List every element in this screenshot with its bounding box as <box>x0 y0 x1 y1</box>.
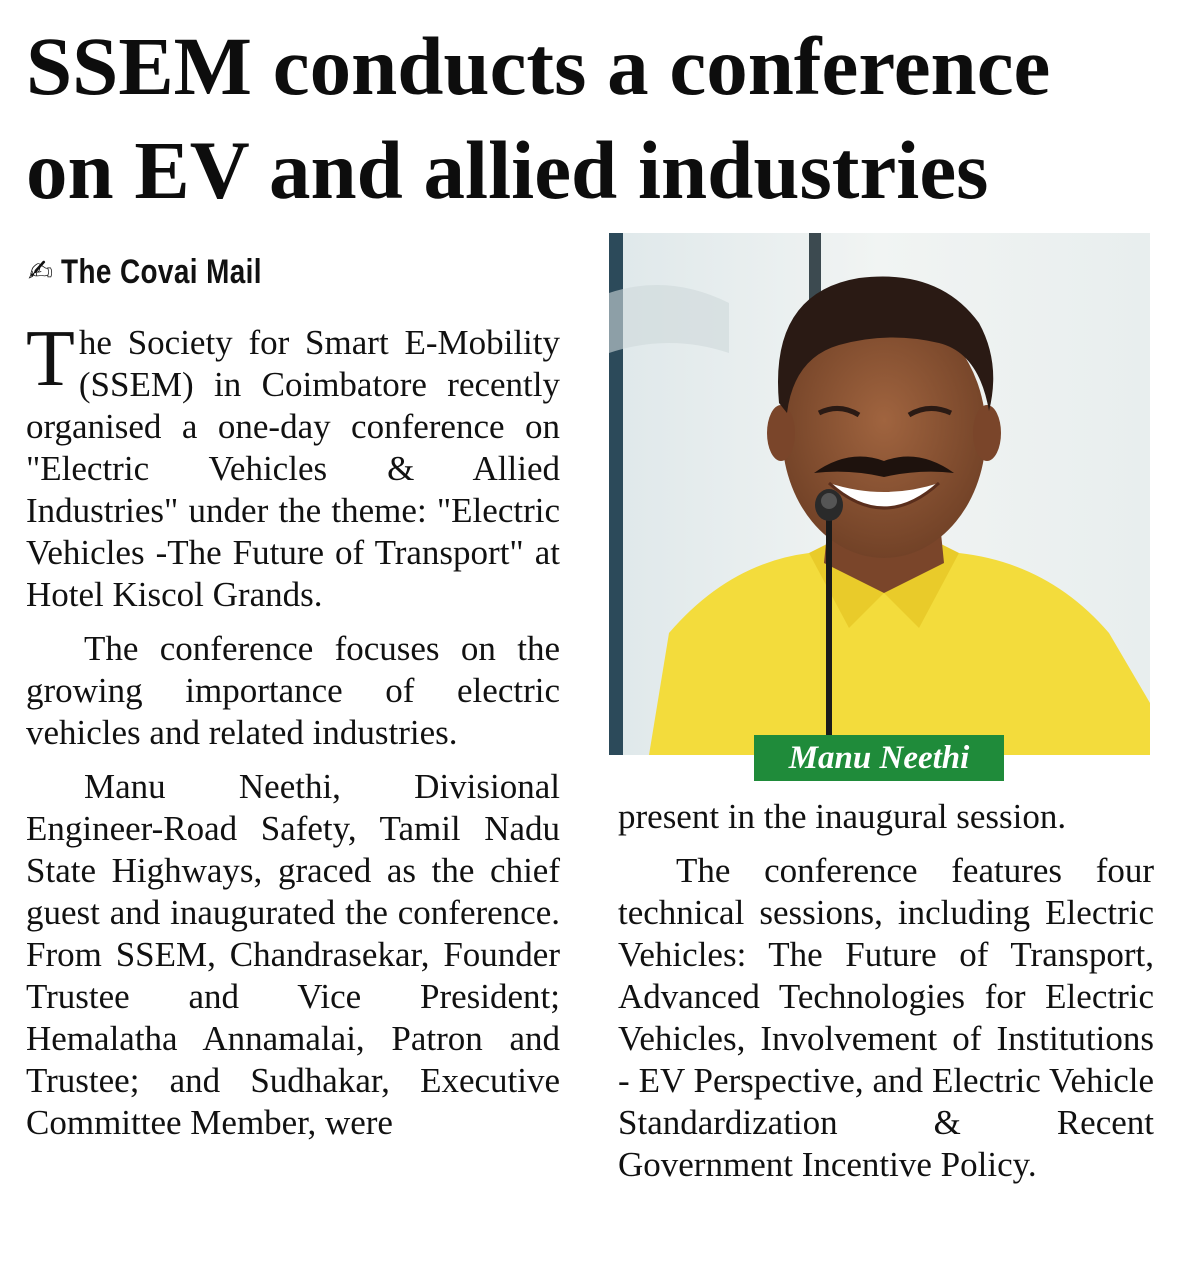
source-name: The Covai Mail <box>61 253 263 291</box>
paragraph-4: The conference features four technical sessions, including Electric Vehicles: The Future of Transport, Advanced Technologies for Electric Vehicles, Involvement of Institutions - EV Perspective, and Electric Vehicle Standardization & Recent Government Incentive Policy. <box>618 851 1154 1184</box>
paragraph-2: The conference focuses on the growing importance of electric vehicles and related industries. <box>26 629 560 752</box>
paragraph-3-continued: present in the inaugural session. <box>618 797 1067 836</box>
article-photo <box>609 233 1150 755</box>
article-column-left <box>26 315 560 1144</box>
byline <box>28 252 306 292</box>
headline <box>26 14 1166 222</box>
speaker-photo-illustration <box>609 233 1150 755</box>
paragraph-1 <box>26 315 560 616</box>
pen-writing-icon: ✍ <box>28 255 54 288</box>
headline-line-1: SSEM conducts a conference <box>26 20 1051 112</box>
photo-caption: Manu Neethi <box>754 735 1004 781</box>
paragraph-3: Manu Neethi, Divisional Engineer-Road Safety, Tamil Nadu State Highways, graced as the chief guest and inaugurated the conference. From SSEM, Chandrasekar, Founder Trustee and Vice President; Hemalatha Annamalai, Patron and Trustee; and Sudhakar, Executive Committee Member, were <box>26 767 560 1142</box>
paragraph-1-text: he Society for Smart E-Mobility (SSEM) in Coimbatore recently organised a one-day conference on "Electric Vehicles & Allied Industries" under the theme: "Electric Vehicles -The Future of Transport" at Hotel Kiscol Grands. <box>26 323 560 614</box>
drop-cap: T <box>26 315 75 403</box>
headline-line-2: on EV and allied industries <box>26 124 989 216</box>
article-column-right <box>618 796 1154 1186</box>
